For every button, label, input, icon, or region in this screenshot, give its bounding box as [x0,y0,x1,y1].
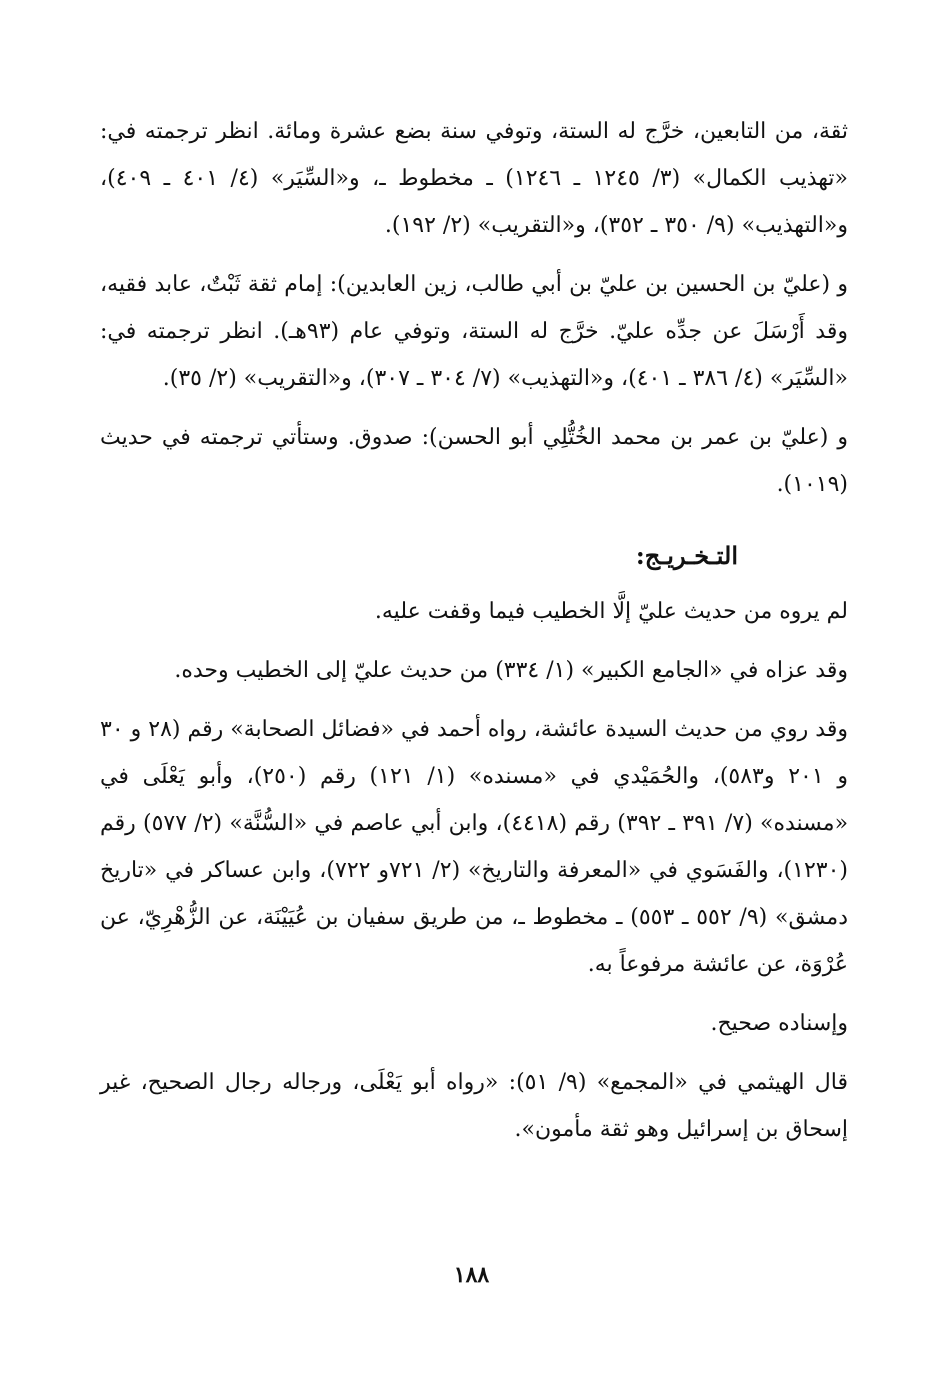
takhrij-paragraph-4: وإسناده صحيح. [710,1011,848,1036]
page-number: ١٨٨ [453,1262,490,1288]
takhrij-paragraph-2: وقد عزاه في «الجامع الكبير» (١/ ٣٣٤) من حديث عليّ إلى الخطيب وحده. [174,658,848,683]
narrator-paragraph-2: و (عليّ بن الحسين بن عليّ بن أبي طالب، زين العابدين): إمام ثقة ثَبْتٌ، عابد فقيه، وقد أَرْسَلَ عن جدِّه عليّ. خرَّج له الستة، وتوفي عام (٩٣هـ). انظر ترجمته في: «السِّيَر» (٤/ ٣٨٦ ـ ٤٠١)، و«التهذيب» (٧/ ٣٠٤ ـ ٣٠٧)، و«التقريب» (٢/ ٣٥). [100,272,848,391]
takhrij-heading: التـخـريـج: [635,541,738,570]
narrator-paragraph-1: ثقة، من التابعين، خرَّج له الستة، وتوفي سنة بضع عشرة ومائة. انظر ترجمته في: «تهذيب الكمال» (٣/ ١٢٤٥ ـ ١٢٤٦) ـ مخطوط ـ، و«السِّيَر» (٤/ ٤٠١ ـ ٤٠٩)، و«التهذيب» (٩/ ٣٥٠ ـ ٣٥٢)، و«التقريب» (٢/ ١٩٢). [100,119,848,238]
narrator-paragraph-3: و (عليّ بن عمر بن محمد الخُتُّلِي أبو الحسن): صدوق. وستأتي ترجمته في حديث (١٠١٩). [100,425,848,497]
takhrij-paragraph-1: لم يروه من حديث عليّ إلَّا الخطيب فيما وقفت عليه. [374,599,848,624]
takhrij-paragraph-3: وقد روي من حديث السيدة عائشة، رواه أحمد في «فضائل الصحابة» رقم (٢٨ و ٣٠ و ٢٠١ و٥٨٣)، والحُمَيْدي في «مسنده» (١/ ١٢١) رقم (٢٥٠)، وأبو يَعْلَى في «مسنده» (٧/ ٣٩١ ـ ٣٩٢) رقم (٤٤١٨)، وابن أبي عاصم في «السُّنَّة» (٢/ ٥٧٧) رقم (١٢٣٠)، والفَسَوي في «المعرفة والتاريخ» (٢/ ٧٢١و ٧٢٢)، وابن عساكر في «تاريخ دمشق» (٩/ ٥٥٢ ـ ٥٥٣) ـ مخطوط ـ، من طريق سفيان بن عُيَيْنَة، عن الزُّهْرِيّ، عن عُرْوَة، عن عائشة مرفوعاً به. [100,717,849,977]
takhrij-paragraph-5: قال الهيثمي في «المجمع» (٩/ ٥١): «رواه أبو يَعْلَى، ورجاله رجال الصحيح، غير إسحاق بن إسرائيل وهو ثقة مأمون». [100,1070,848,1142]
page-body [100,108,848,1153]
